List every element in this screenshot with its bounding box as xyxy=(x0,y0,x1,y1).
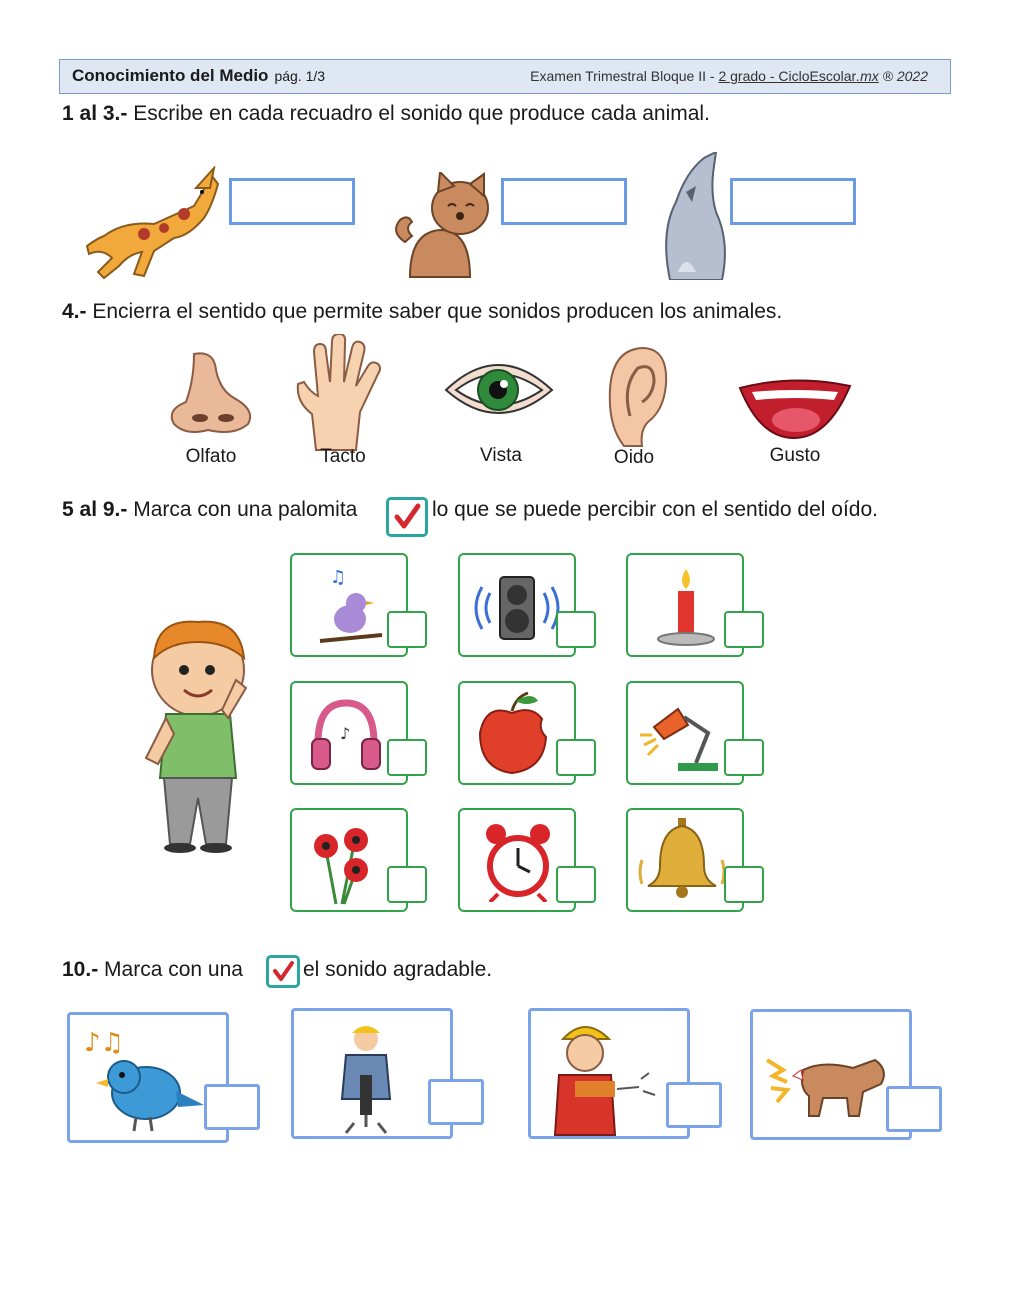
subject-name: Conocimiento del Medio xyxy=(72,66,269,85)
bell-icon xyxy=(634,816,730,902)
exam-name: Examen Trimestral Bloque II - xyxy=(530,68,719,84)
question-5-9 xyxy=(62,498,357,522)
page-header xyxy=(59,59,951,94)
checkbox-drill[interactable] xyxy=(666,1082,722,1128)
question-10 xyxy=(62,958,243,982)
question-text-after: lo que se puede percibir con el sentido del oído. xyxy=(432,498,878,521)
flowers-icon xyxy=(306,820,376,906)
checkbox-barking-dog[interactable] xyxy=(886,1086,942,1132)
checkbox-singing-bird[interactable] xyxy=(204,1084,260,1130)
hand-icon[interactable] xyxy=(290,334,382,452)
speaker-icon xyxy=(470,573,564,643)
question-5-9-after xyxy=(432,498,878,522)
answer-box-dog[interactable] xyxy=(229,178,355,225)
example-checkmark-icon xyxy=(386,497,428,537)
question-10-after xyxy=(303,958,492,982)
grade-site: 2 grado - CicloEscolar xyxy=(718,68,857,84)
apple-icon xyxy=(476,689,550,775)
drill-worker-icon xyxy=(545,1015,665,1137)
question-text-before: Marca con una palomita xyxy=(127,498,358,521)
checkbox-headphones[interactable] xyxy=(387,739,427,776)
checkbox-flowers[interactable] xyxy=(387,866,427,903)
exam-info xyxy=(530,68,928,84)
site-ext: .mx xyxy=(856,68,879,84)
sense-label-tacto: Tacto xyxy=(320,446,366,467)
eye-icon[interactable] xyxy=(442,354,556,424)
nose-icon[interactable] xyxy=(164,350,258,436)
checkbox-bird[interactable] xyxy=(387,611,427,648)
dog-icon xyxy=(84,166,224,284)
answer-box-cat[interactable] xyxy=(501,178,627,225)
checkbox-clock[interactable] xyxy=(556,866,596,903)
checkbox-bell[interactable] xyxy=(724,866,764,903)
alarm-clock-icon xyxy=(480,820,556,902)
jackhammer-worker-icon xyxy=(318,1015,428,1137)
ear-icon[interactable] xyxy=(604,346,670,450)
svg-text:♫: ♫ xyxy=(330,567,347,588)
singing-bird-icon xyxy=(80,1021,210,1137)
checkbox-speaker[interactable] xyxy=(556,611,596,648)
question-number: 4.- xyxy=(62,300,87,323)
question-4 xyxy=(62,300,782,324)
sense-label-olfato: Olfato xyxy=(185,446,237,467)
checkbox-candle[interactable] xyxy=(724,611,764,648)
year: ® 2022 xyxy=(878,68,928,84)
bird-singing-icon xyxy=(316,563,386,649)
answer-box-wolf[interactable] xyxy=(730,178,856,225)
question-text-after: el sonido agradable. xyxy=(303,958,493,981)
checkbox-lamp[interactable] xyxy=(724,739,764,776)
sense-label-oido: Oido xyxy=(613,447,655,468)
candle-icon xyxy=(654,567,718,647)
question-1-3 xyxy=(62,102,710,126)
page-number: pág. 1/3 xyxy=(274,68,326,84)
question-number: 5 al 9.- xyxy=(62,498,128,521)
barking-dog-icon xyxy=(763,1040,893,1120)
mouth-icon[interactable] xyxy=(738,378,852,440)
question-text-before: Marca con una xyxy=(98,958,243,981)
checkbox-jackhammer[interactable] xyxy=(428,1079,484,1125)
cat-icon xyxy=(390,172,496,282)
svg-text:♪: ♪ xyxy=(340,724,351,743)
question-text: Escribe en cada recuadro el sonido que produce cada animal. xyxy=(127,102,710,125)
lamp-icon xyxy=(634,697,730,775)
boy-listening-icon xyxy=(136,618,256,854)
example-checkmark-icon xyxy=(266,955,300,988)
question-text: Encierra el sentido que permite saber que sonidos producen los animales. xyxy=(86,300,783,323)
wolf-icon xyxy=(656,152,730,280)
question-number: 1 al 3.- xyxy=(62,102,128,125)
question-number: 10.- xyxy=(62,958,99,981)
svg-text:♪♫: ♪♫ xyxy=(84,1028,124,1058)
checkbox-apple[interactable] xyxy=(556,739,596,776)
subject-title xyxy=(72,66,325,86)
sense-label-gusto: Gusto xyxy=(769,445,821,466)
headphones-icon xyxy=(306,693,386,777)
sense-label-vista: Vista xyxy=(480,445,522,466)
